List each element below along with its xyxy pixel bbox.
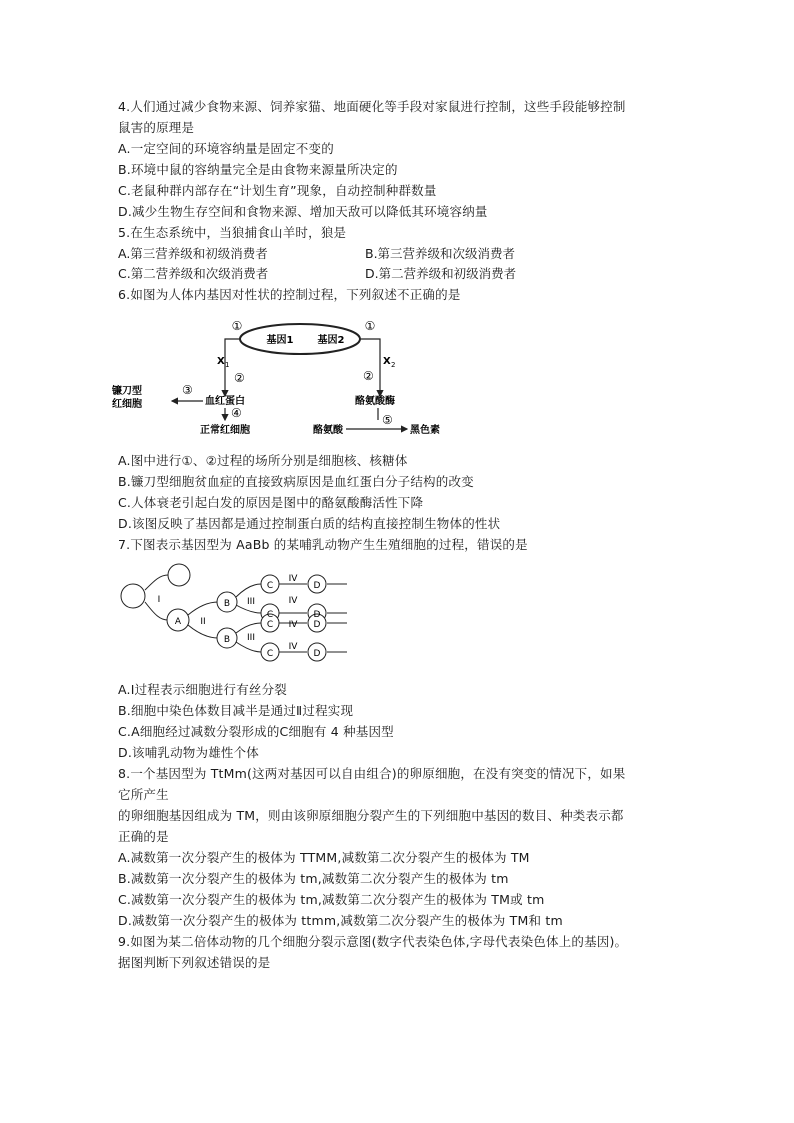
q7-option-d: D.该哺乳动物为雄性个体 — [118, 745, 259, 760]
q8-stem-line4: 正确的是 — [118, 829, 169, 844]
mitosis-daughter-cell — [168, 564, 190, 586]
process-IV-label-3: IV — [288, 620, 298, 630]
melanin-label: 黑色素 — [410, 425, 440, 436]
q7-option-c: C.A细胞经过减数分裂形成的C细胞有 4 种基因型 — [118, 724, 394, 739]
q5-option-b: B.第三营养级和次级消费者 — [365, 246, 516, 261]
cell-c-4-label: C — [266, 649, 274, 659]
process-II-label: II — [200, 617, 206, 627]
q6-option-b: B.镰刀型细胞贫血症的直接致病原因是血红蛋白分子结构的改变 — [118, 474, 474, 489]
gene-control-diagram — [110, 312, 440, 442]
original-cell — [121, 584, 145, 608]
q9-stem-line2: 据图判断下列叙述错误的是 — [118, 955, 271, 970]
step1-left-label: ① — [231, 319, 243, 333]
q8-stem-line3: 的卵细胞基因组成为 TM，则由该卵原细胞分裂产生的下列细胞中基因的数目、种类表示都 — [118, 808, 624, 823]
cell-a-label: A — [174, 617, 182, 627]
q4-option-b: B.环境中鼠的容纳量完全是由食物来源量所决定的 — [118, 162, 398, 177]
cell-c-2-label: C — [266, 610, 274, 620]
q5-option-a: A.第三营养级和初级消费者 — [118, 246, 268, 261]
cell-b-lower-label: B — [223, 635, 231, 645]
q6-stem: 6.如图为人体内基因对性状的控制过程，下列叙述不正确的是 — [118, 287, 461, 302]
q8-option-b: B.减数第一次分裂产生的极体为 tm,减数第二次分裂产生的极体为 tm — [118, 871, 509, 886]
q8-option-d: D.减数第一次分裂产生的极体为 ttmm,减数第二次分裂产生的极体为 TM和 tm — [118, 913, 563, 928]
process-I-label: I — [157, 595, 161, 605]
q6-option-d: D.该图反映了基因都是通过控制蛋白质的结构直接控制生物体的性状 — [118, 516, 501, 531]
step1-right-label: ① — [364, 319, 376, 333]
x2-label: X — [383, 356, 391, 367]
sickle-cell-label-line2: 红细胞 — [112, 399, 142, 410]
process-III-label-2: III — [247, 633, 255, 643]
x1-label: X — [217, 356, 225, 367]
q5-stem: 5.在生态系统中，当狼捕食山羊时，狼是 — [118, 225, 347, 240]
gene1-label: 基因1 — [266, 335, 294, 346]
q8-stem-line1: 8.一个基因型为 TtMm(这两对基因可以自由组合)的卵原细胞，在没有突变的情况下，如果 — [118, 766, 626, 781]
process-III-label-1: III — [247, 597, 255, 607]
step4-label: ④ — [231, 406, 242, 420]
hemoglobin-label: 血红蛋白 — [205, 396, 245, 407]
process-IV-label-2: IV — [288, 596, 298, 606]
tyrosinase-label: 酪氨酸酶 — [355, 396, 395, 407]
q8-stem-line2: 它所产生 — [118, 787, 169, 802]
cell-c-1-label: C — [266, 581, 274, 591]
cell-d-4-label: D — [313, 649, 321, 659]
q6-option-c: C.人体衰老引起白发的原因是图中的酪氨酸酶活性下降 — [118, 495, 424, 510]
process-IV-label-4: IV — [288, 642, 298, 652]
step3-label: ③ — [182, 383, 193, 397]
normal-rbc-label: 正常红细胞 — [200, 425, 250, 436]
sickle-cell-label-line1: 镰刀型 — [112, 386, 142, 397]
cell-b-upper-label: B — [223, 599, 231, 609]
right-pathway-arrow — [360, 339, 380, 396]
cell-d-2-label: D — [313, 610, 321, 620]
q7-stem: 7.下图表示基因型为 AaBb 的某哺乳动物产生生殖细胞的过程，错误的是 — [118, 537, 528, 552]
x2-subscript: 2 — [391, 361, 396, 369]
q4-option-a: A.一定空间的环境容纳量是固定不变的 — [118, 141, 334, 156]
q4-option-d: D.减少生物生存空间和食物来源、增加天敌可以降低其环境容纳量 — [118, 204, 488, 219]
step5-label: ⑤ — [382, 413, 393, 427]
q4-stem-line2: 鼠害的原理是 — [118, 120, 195, 135]
q8-option-c: C.减数第一次分裂产生的极体为 tm,减数第二次分裂产生的极体为 TM或 tm — [118, 892, 545, 907]
q7-option-b: B.细胞中染色体数目减半是通过Ⅱ过程实现 — [118, 703, 354, 718]
cell-d-1-label: D — [313, 581, 321, 591]
cell-division-diagram — [115, 560, 365, 675]
q4-option-c: C.老鼠种群内部存在“计划生育”现象，自动控制种群数量 — [118, 183, 437, 198]
q9-stem-line1: 9.如图为某二倍体动物的几个细胞分裂示意图(数字代表染色体,字母代表染色体上的基因)。 — [118, 934, 628, 949]
x1-subscript: 1 — [225, 361, 230, 369]
tyrosine-label: 酪氨酸 — [313, 425, 343, 436]
cell-d-3-label: D — [313, 620, 321, 630]
step2-right-label: ② — [363, 369, 374, 383]
q8-option-a: A.减数第一次分裂产生的极体为 TTMM,减数第二次分裂产生的极体为 TM — [118, 850, 530, 865]
gene2-label: 基因2 — [317, 335, 345, 346]
process-IV-label-1: IV — [288, 574, 298, 584]
q5-option-c: C.第二营养级和次级消费者 — [118, 266, 269, 281]
q7-option-a: A.Ⅰ过程表示细胞进行有丝分裂 — [118, 682, 287, 697]
cell-c-3-label: C — [266, 620, 274, 630]
q4-stem-line1: 4.人们通过减少食物来源、饲养家猫、地面硬化等手段对家鼠进行控制，这些手段能够控制 — [118, 99, 626, 114]
q5-option-d: D.第二营养级和初级消费者 — [365, 266, 517, 281]
q6-option-a: A.图中进行①、②过程的场所分别是细胞核、核糖体 — [118, 453, 408, 468]
step2-left-label: ② — [234, 371, 245, 385]
